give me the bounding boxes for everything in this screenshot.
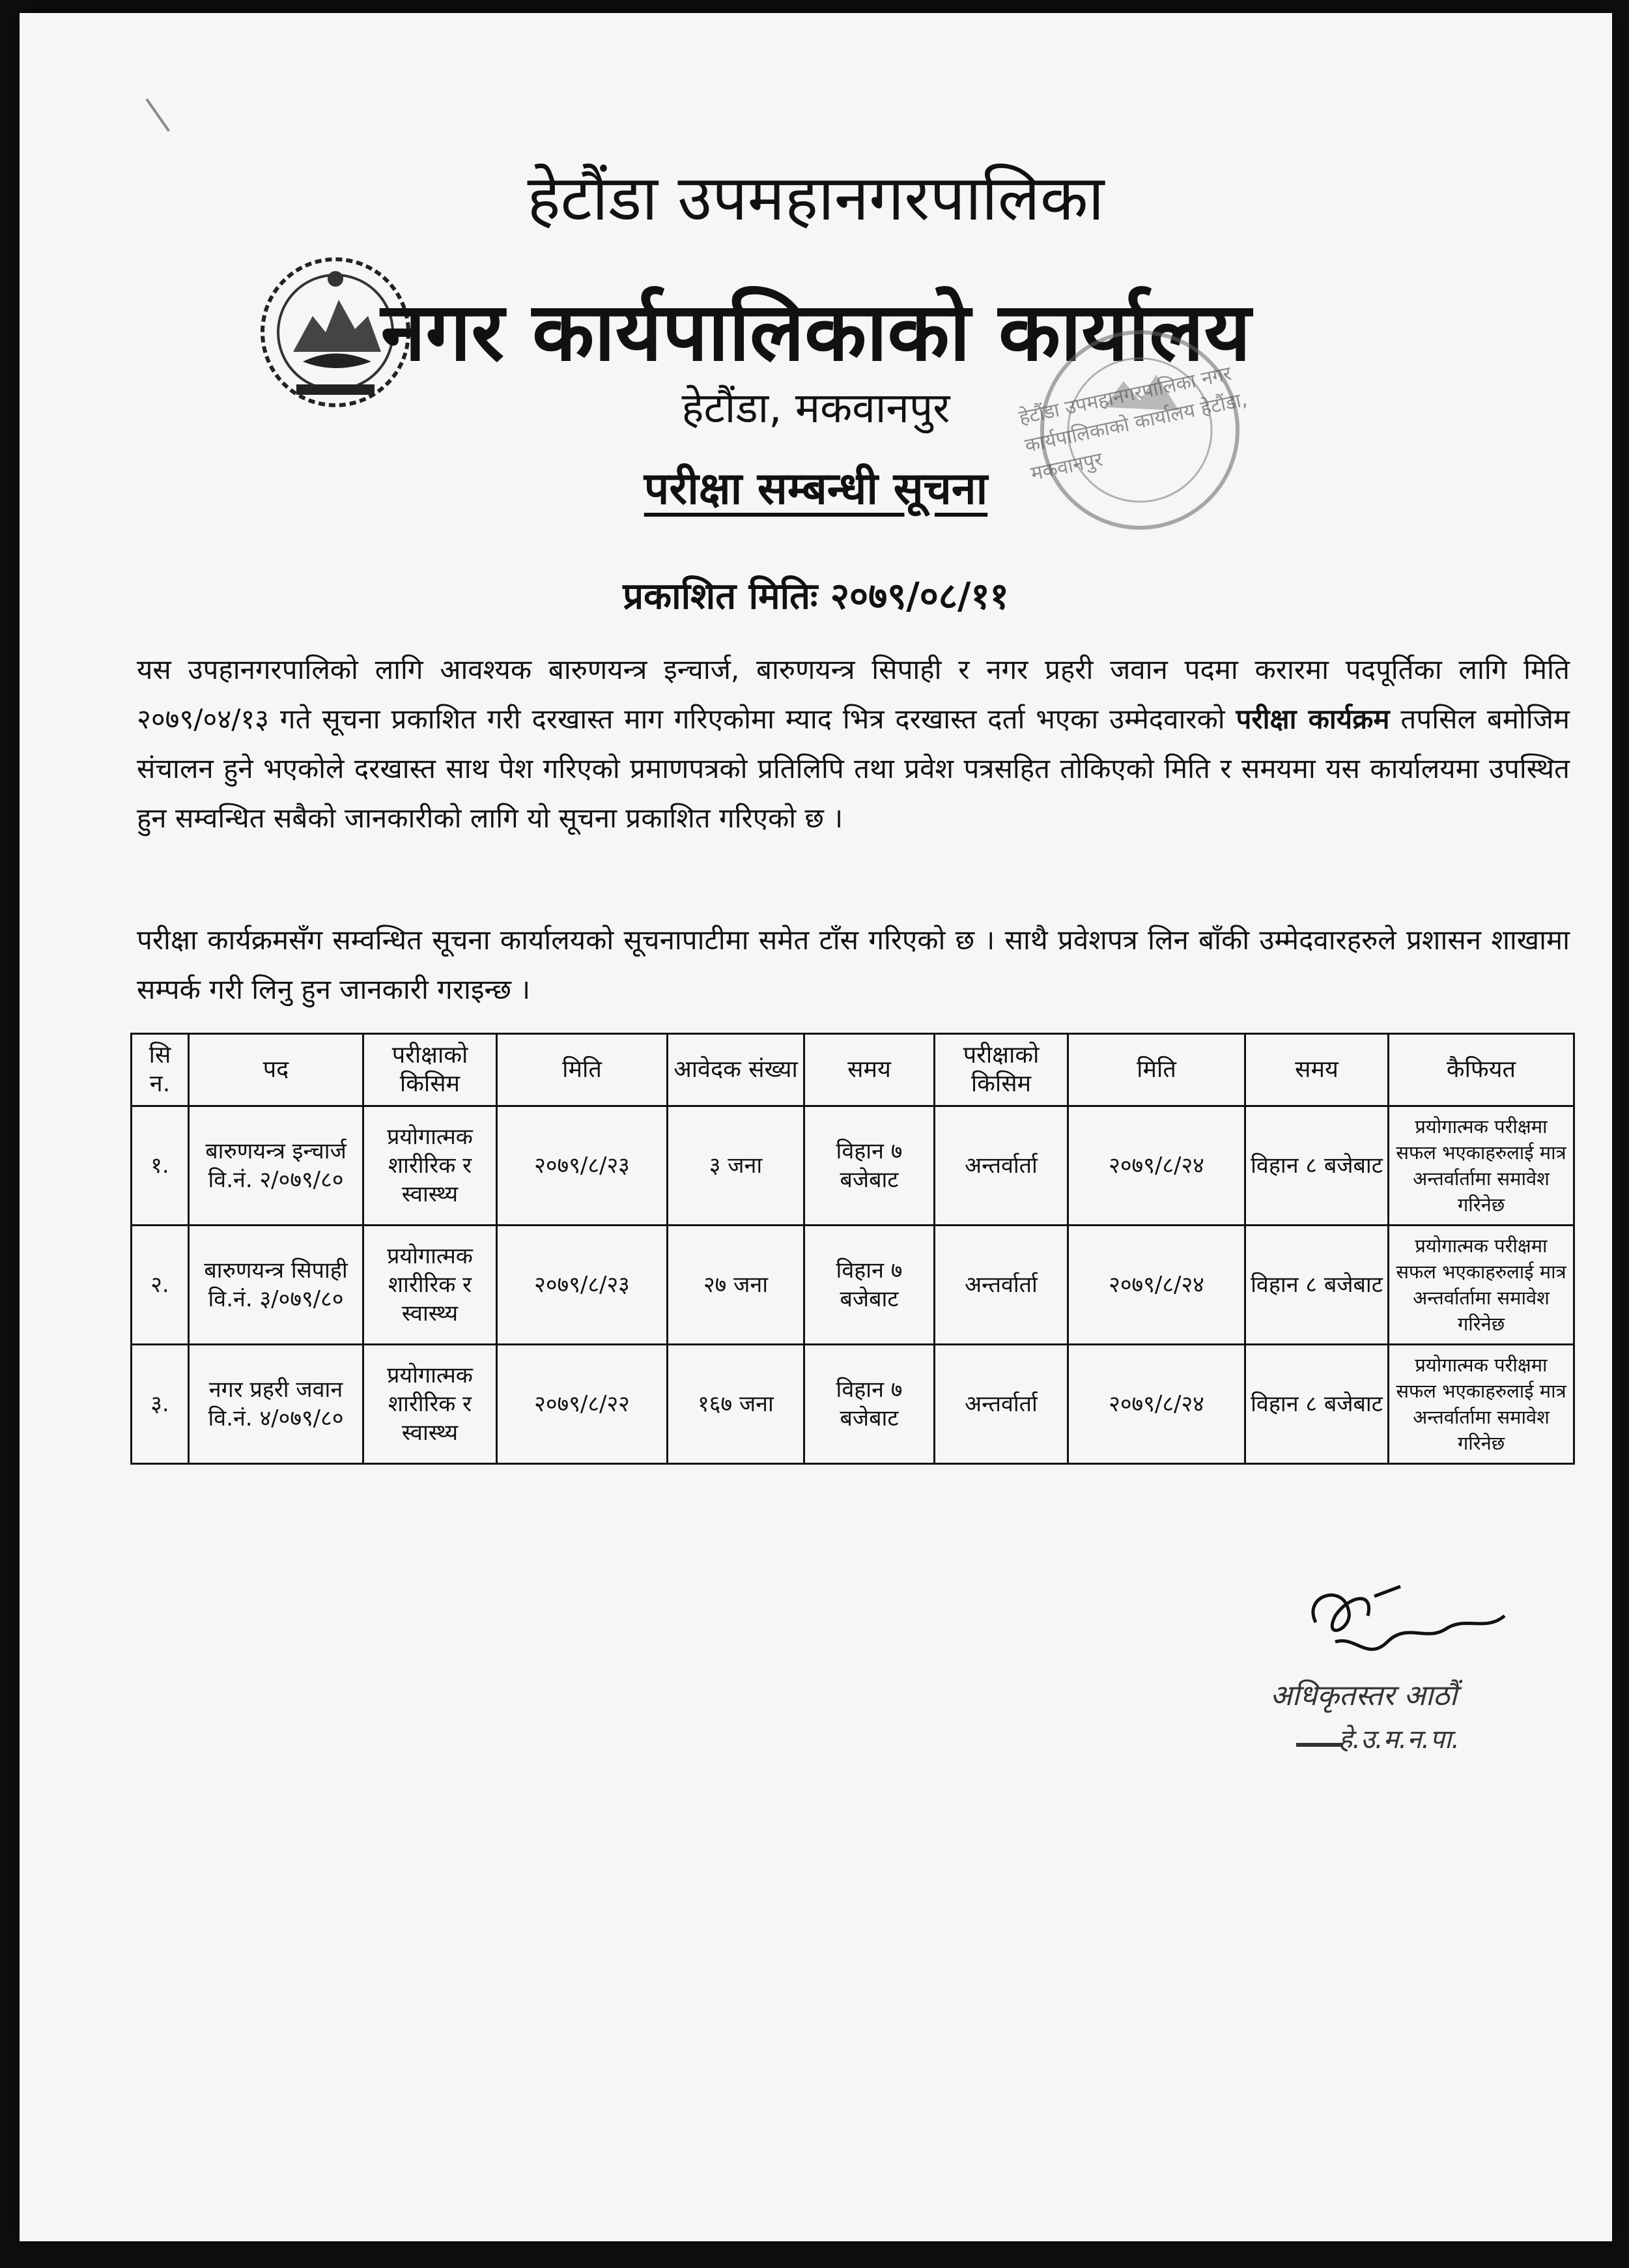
- table-cell: १६७ जना: [668, 1345, 804, 1464]
- table-cell: विहान ७ बजेबाट: [804, 1106, 935, 1226]
- table-cell: नगर प्रहरी जवान वि.नं. ४/०७९/८०: [189, 1345, 363, 1464]
- header-cell: परीक्षाको किसिम: [935, 1034, 1068, 1106]
- notice-paragraph-2: परीक्षा कार्यक्रमसँग सम्वन्धित सूचना कार्यालयको सूचनापाटीमा समेत टाँस गरिएको छ । साथै प्रवेशपत्र लिन बाँकी उम्मेदवारहरुले प्रशासन शाखामा सम्पर्क गरी लिनु हुन जानकारी गराइन्छ ।: [137, 924, 1570, 1005]
- header-cell: आवेदक संख्या: [668, 1034, 804, 1106]
- published-date: प्रकाशित मितिः २०७९/०८/११: [623, 575, 1009, 618]
- signatory-title: अधिकृतस्तर आठौं: [1270, 1679, 1458, 1712]
- table-row: [132, 1345, 1574, 1464]
- table-cell: २.: [132, 1226, 189, 1345]
- office-location: हेटौंडा, मकवानपुर: [681, 384, 950, 433]
- table-cell: प्रयोगात्मक शारीरिक र स्वास्थ्य: [363, 1106, 497, 1226]
- signature-dash: [1296, 1743, 1342, 1747]
- notice-subject: परीक्षा सम्बन्धी सूचना: [644, 463, 988, 515]
- table-cell: प्रयोगात्मक परीक्षमा सफल भएकाहरुलाई मात्र अन्तर्वार्तामा समावेश गरिनेछ: [1389, 1345, 1574, 1464]
- table-cell: प्रयोगात्मक शारीरिक र स्वास्थ्य: [363, 1345, 497, 1464]
- table-cell: विहान ७ बजेबाट: [804, 1226, 935, 1345]
- header-cell: समय: [1245, 1034, 1389, 1106]
- office-name: नगर कार्यपालिकाको कार्यालय: [380, 285, 1251, 379]
- table-cell: प्रयोगात्मक परीक्षमा सफल भएकाहरुलाई मात्र अन्तर्वार्तामा समावेश गरिनेछ: [1389, 1106, 1574, 1226]
- municipality-name: हेटौंडा उपमहानगरपालिका: [527, 162, 1105, 235]
- signatory-office: हे.उ.म.न.पा.: [1339, 1725, 1460, 1755]
- table-cell: अन्तर्वार्ता: [935, 1345, 1068, 1464]
- table-cell: २०७९/८/२४: [1068, 1106, 1245, 1226]
- table-cell: २०७९/८/२३: [497, 1106, 668, 1226]
- table-cell: विहान ७ बजेबाट: [804, 1345, 935, 1464]
- table-cell: ३ जना: [668, 1106, 804, 1226]
- header-cell: मिति: [497, 1034, 668, 1106]
- staple-mark: [145, 98, 170, 132]
- para1-text-end: तपसिल बमोजिम संचालन हुने भएकोले दरखास्त साथ पेश गरिएको प्रमाणपत्रको प्रतिलिपि तथा प्रवेश पत्रसहित तोकिएको मिति र समयमा यस कार्यालयमा उपस्थित हुन सम्वन्धित सबैको जानकारीको लागि यो सूचना प्रकाशित गरिएको छ ।: [137, 703, 1570, 834]
- table-cell: २०७९/८/२४: [1068, 1345, 1245, 1464]
- header-cell: कैफियत: [1389, 1034, 1574, 1106]
- table-header-row: [132, 1034, 1574, 1106]
- header-cell: परीक्षाको किसिम: [363, 1034, 497, 1106]
- header-cell: मिति: [1068, 1034, 1245, 1106]
- table-cell: बारुणयन्त्र सिपाही वि.नं. ३/०७९/८०: [189, 1226, 363, 1345]
- para1-bold-text: परीक्षा कार्यक्रम: [1236, 703, 1390, 735]
- exam-schedule-table: [130, 1033, 1575, 1465]
- table-cell: प्रयोगात्मक शारीरिक र स्वास्थ्य: [363, 1226, 497, 1345]
- table-cell: बारुणयन्त्र इन्चार्ज वि.नं. २/०७९/८०: [189, 1106, 363, 1226]
- table-cell: २७ जना: [668, 1226, 804, 1345]
- table-cell: विहान ८ बजेबाट: [1245, 1345, 1389, 1464]
- header-cell: सि न.: [132, 1034, 189, 1106]
- table-row: [132, 1226, 1574, 1345]
- table-cell: १.: [132, 1106, 189, 1226]
- table-cell: २०७९/८/२३: [497, 1226, 668, 1345]
- table-row: [132, 1106, 1574, 1226]
- notice-paragraph-1: [137, 645, 1570, 843]
- table-cell: विहान ८ बजेबाट: [1245, 1106, 1389, 1226]
- table-cell: २०७९/८/२२: [497, 1345, 668, 1464]
- signature-mark: [1296, 1570, 1511, 1681]
- table-cell: अन्तर्वार्ता: [935, 1226, 1068, 1345]
- seal-text: हेटौंडा उपमहानगरपालिका नगर कार्यपालिकाको कार्यालय हेटौंडा, मकवानपुर: [1017, 362, 1249, 486]
- table-cell: ३.: [132, 1345, 189, 1464]
- table-cell: प्रयोगात्मक परीक्षमा सफल भएकाहरुलाई मात्र अन्तर्वार्तामा समावेश गरिनेछ: [1389, 1226, 1574, 1345]
- header-cell: पद: [189, 1034, 363, 1106]
- table-cell: अन्तर्वार्ता: [935, 1106, 1068, 1226]
- table-cell: २०७९/८/२४: [1068, 1226, 1245, 1345]
- table-cell: विहान ८ बजेबाट: [1245, 1226, 1389, 1345]
- header-cell: समय: [804, 1034, 935, 1106]
- document-page: [20, 13, 1612, 2241]
- para1-text-start: यस उपहानगरपालिको लागि आवश्यक बारुणयन्त्र इन्चार्ज, बारुणयन्त्र सिपाही र नगर प्रहरी जवान पदमा करारमा पदपूर्तिका लागि मिति २०७९/०४/१३ गते सूचना प्रकाशित गरी दरखास्त माग गरिएकोमा म्याद भित्र दरखास्त दर्ता भएका उम्मेदवारको: [137, 653, 1570, 735]
